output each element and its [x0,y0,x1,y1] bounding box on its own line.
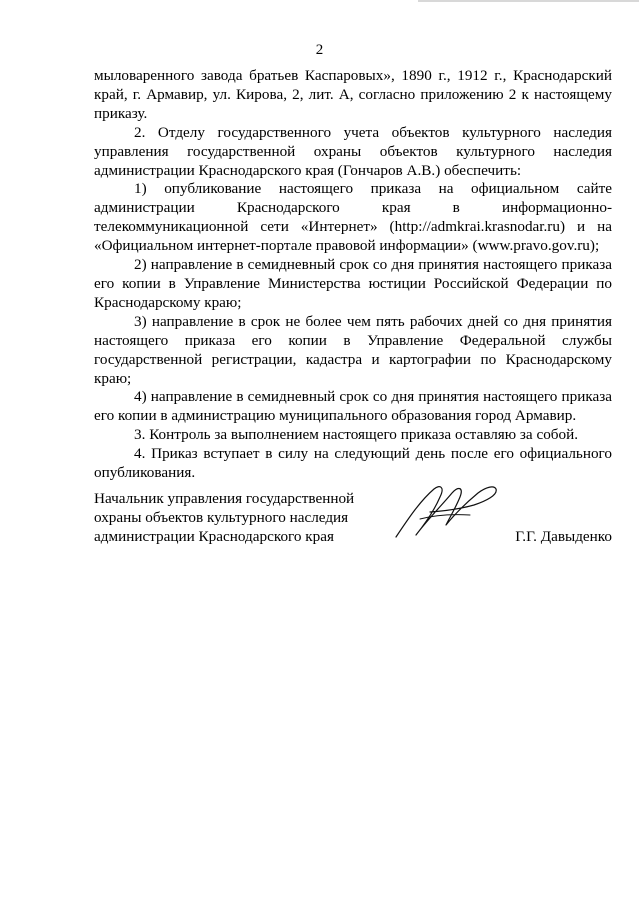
body-paragraph: 2. Отделу государственного учета объектов культурного наследия управления государственной охраны объектов культурного наследия администрации Краснодарского края (Гончаров А.В.) обеспечить: [94,123,612,179]
body-paragraph: 4. Приказ вступает в силу на следующий день после его официального опубликования. [94,445,612,482]
top-edge-line [418,0,639,2]
signer-title [94,489,354,546]
body-paragraph: 1) опубликование настоящего приказа на официальном сайте администрации Краснодарского края в информационно-телекоммуникационной сети «Интернет» (http://admkrai.krasnodar.ru) и на «Официальном интернет-портале правовой информации» (www.pravo.gov.ru); [94,180,612,255]
body-paragraph: 2) направление в семидневный срок со дня принятия настоящего приказа его копии в Управление Министерства юстиции Российской Федерации по Краснодарскому краю; [94,256,612,311]
body-paragraph: мыловаренного завода братьев Каспаровых», 1890 г., 1912 г., Краснодарский край, г. Армавир, ул. Кирова, 2, лит. А, согласно приложению 2 к настоящему приказу. [94,67,612,122]
signer-title-line: охраны объектов культурного наследия [94,509,349,526]
signature-block [94,489,612,559]
signer-title-line: Начальник управления государственной [94,490,355,507]
body-paragraph: 3) направление в срок не более чем пять рабочих дней со дня принятия настоящего приказа его копии в Управление Федеральной службы государственной регистрации, кадастра и картографии по Краснодарскому краю; [94,312,612,387]
page-number: 2 [315,42,324,58]
body-paragraph: 4) направление в семидневный срок со дня принятия настоящего приказа его копии в администрацию муниципального образования город Армавир. [94,388,612,425]
signer-title-line: администрации Краснодарского края [94,528,334,545]
signer-name: Г.Г. Давыденко [515,528,612,545]
handwritten-signature [390,479,500,541]
document-body [94,67,612,483]
body-paragraph: 3. Контроль за выполнением настоящего приказа оставляю за собой. [134,426,579,444]
